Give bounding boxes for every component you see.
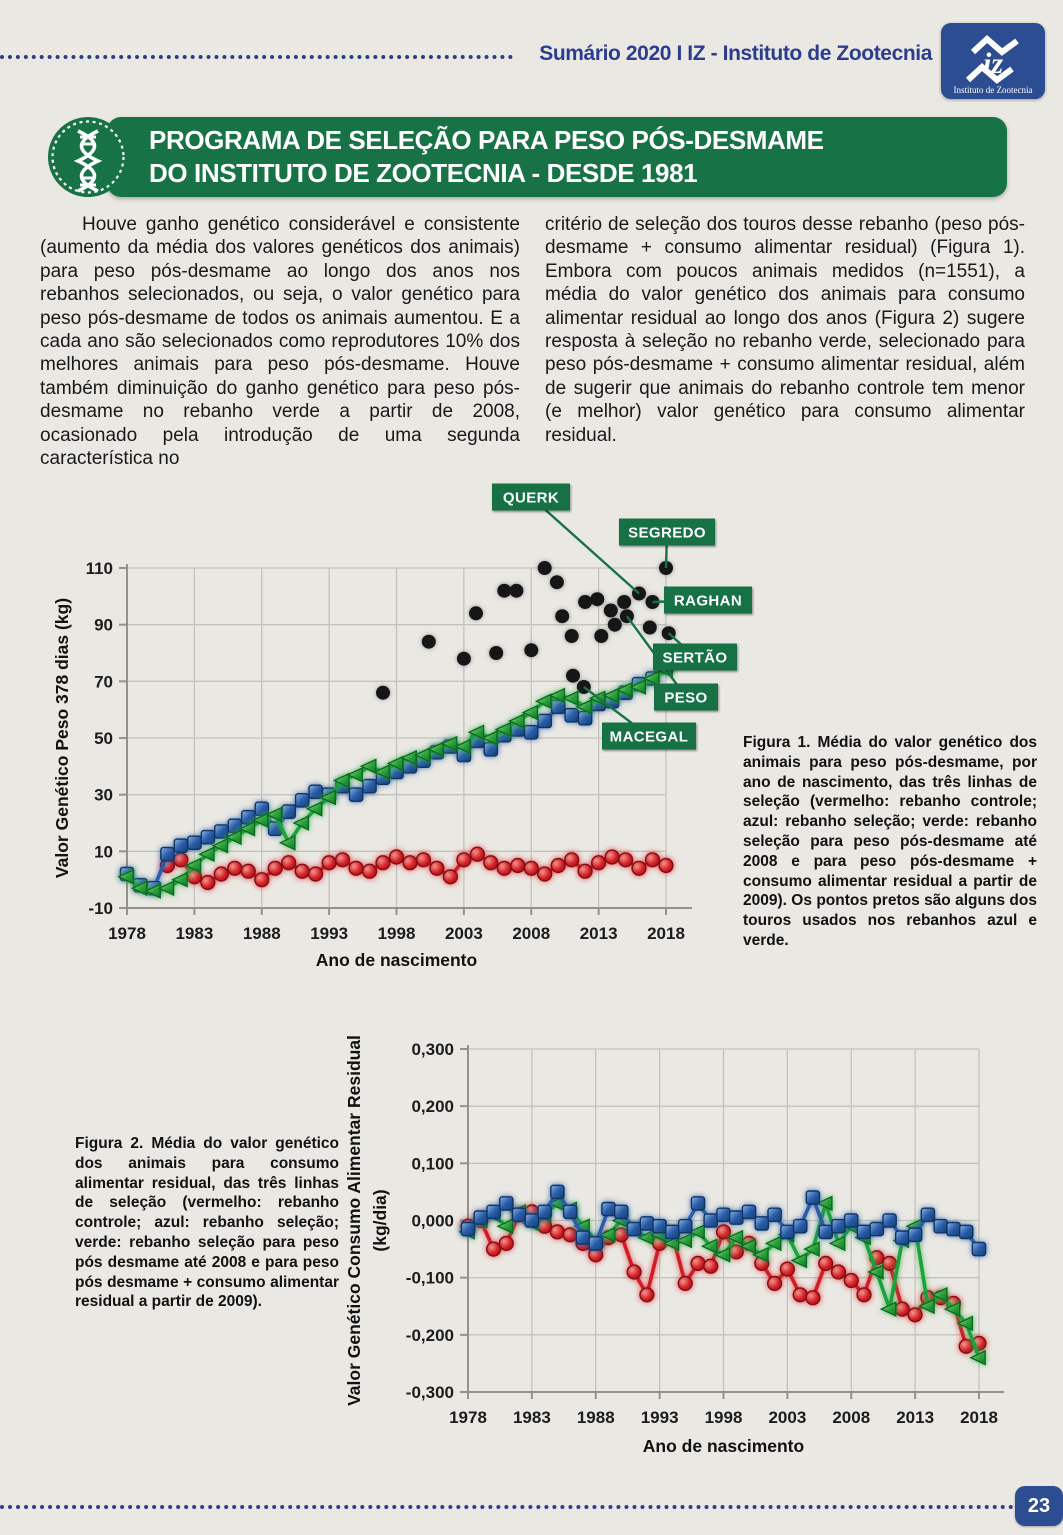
header-summary-text: Sumário 2020 I IZ - Instituto de Zootecnia: [539, 42, 932, 65]
svg-text:1993: 1993: [310, 924, 349, 943]
bull-label-segredo: [619, 519, 715, 546]
svg-text:Valor Genético Consumo Aliment: Valor Genético Consumo Alimentar Residual: [344, 1035, 364, 1406]
bull-label-sertão: [653, 644, 737, 671]
svg-text:1993: 1993: [640, 1408, 679, 1427]
figure1-chart: [40, 470, 760, 985]
bull-label-macegal: [602, 723, 696, 750]
svg-text:110: 110: [85, 559, 113, 578]
svg-text:2003: 2003: [444, 924, 483, 943]
svg-text:0,000: 0,000: [411, 1211, 454, 1231]
svg-text:QUERK: QUERK: [502, 489, 560, 507]
svg-text:0,300: 0,300: [411, 1040, 454, 1059]
svg-text:1983: 1983: [175, 924, 214, 943]
svg-text:10: 10: [94, 842, 113, 862]
svg-text:SERTÃO: SERTÃO: [662, 649, 728, 667]
bull-dots: [376, 561, 676, 700]
svg-text:PESO: PESO: [664, 689, 708, 707]
page-title: [149, 124, 824, 190]
svg-text:1998: 1998: [704, 1408, 743, 1427]
svg-text:2013: 2013: [579, 924, 618, 943]
svg-text:Ano de nascimento: Ano de nascimento: [315, 950, 478, 970]
svg-text:2013: 2013: [896, 1408, 935, 1427]
bull-label-querk: [492, 484, 570, 511]
article-right-column: [545, 213, 1025, 470]
page-number-badge: 23: [1015, 1486, 1063, 1526]
svg-text:1978: 1978: [108, 924, 146, 943]
svg-text:1998: 1998: [377, 924, 416, 943]
figure1-caption: Figura 1. Média do valor genético dos animais para peso pós-desmame, por ano de nascimento, das três linhas de seleção (vermelho: rebanho controle; azul: rebanho seleção; verde: rebanho seleção para peso pós-desmame até 2008 e para peso pós-desmame + consumo alimentar residual a partir de 2009). Os pontos pretos são alguns dos touros usados nos rebanhos azul e verde.: [743, 734, 1037, 949]
svg-text:0,100: 0,100: [411, 1154, 454, 1174]
svg-text:2018: 2018: [647, 924, 685, 943]
iz-logo: [941, 23, 1045, 99]
svg-text:70: 70: [94, 672, 113, 692]
svg-text:2003: 2003: [768, 1408, 807, 1427]
svg-text:-0,100: -0,100: [405, 1268, 454, 1288]
svg-text:RAGHAN: RAGHAN: [673, 592, 743, 610]
article-body: [40, 213, 1026, 470]
svg-text:1988: 1988: [576, 1408, 615, 1427]
title-banner: [107, 117, 1007, 197]
iz-logo-icon: [941, 23, 1045, 99]
svg-text:1983: 1983: [512, 1408, 551, 1427]
page-title-line2: DO INSTITUTO DE ZOOTECNIA - DESDE 1981: [149, 158, 698, 188]
svg-text:0,200: 0,200: [411, 1097, 454, 1117]
svg-text:Valor Genético Peso 378 dias (: Valor Genético Peso 378 dias (kg): [52, 597, 72, 879]
dna-icon: [46, 115, 130, 199]
page-title-line1: PROGRAMA DE SELEÇÃO PARA PESO PÓS-DESMAME: [149, 125, 824, 155]
svg-text:-0,200: -0,200: [405, 1325, 454, 1345]
figure2-chart: [340, 1035, 1040, 1480]
logo-monogram: iz: [982, 47, 1004, 80]
svg-text:Ano de nascimento: Ano de nascimento: [642, 1436, 805, 1456]
svg-text:30: 30: [94, 785, 113, 805]
axes: [86, 559, 692, 943]
svg-text:SEGREDO: SEGREDO: [628, 524, 706, 542]
svg-text:-0,300: -0,300: [405, 1383, 454, 1402]
svg-text:1978: 1978: [449, 1408, 487, 1427]
footer-dotted-rule: [0, 1505, 1014, 1509]
svg-text:-10: -10: [88, 899, 113, 918]
series-controle: [161, 847, 673, 889]
svg-text:MACEGAL: MACEGAL: [609, 728, 689, 746]
paragraph: Houve ganho genético considerável e consistente (aumento da média dos valores genéticos dos animais) para peso pós-desmame ao longo dos anos nos rebanhos selecionados, ou seja, o valor genético para peso pós-desmame de todos os animais aumentou. E a cada ano são selecionados como reprodutores 10% dos melhores animais para peso pós-desmame. Houve também diminuição do ganho genético para peso pós-desmame no rebanho verde a partir de 2008, ocasionado pela introdução de uma segunda característica no: [40, 214, 520, 470]
svg-text:1988: 1988: [242, 924, 281, 943]
svg-text:2018: 2018: [960, 1408, 998, 1427]
bull-label-raghan: [664, 587, 752, 614]
paragraph: critério de seleção dos touros desse rebanho (peso pós-desmame + consumo alimentar residual) (Figura 1). Embora com poucos animais medidos (n=1551), a média do valor genético dos animais para consumo alimentar residual ao longo dos anos (Figura 2) sugere resposta à seleção no rebanho verde, selecionado para peso pós-desmame + consumo alimentar residual, além de sugerir que animais do rebanho controle tem menor (e melhor) valor genético para consumo alimentar residual.: [545, 214, 1025, 446]
figure2-caption: Figura 2. Média do valor genético dos animais para consumo alimentar residual, das três linhas de seleção (vermelho: rebanho controle; azul: rebanho seleção; verde: rebanho seleção para peso pós desmame até 2008 e para peso pós desmame + consumo alimentar residual a partir de 2009).: [75, 1135, 339, 1311]
svg-text:(kg/dia): (kg/dia): [370, 1189, 390, 1252]
svg-text:2008: 2008: [832, 1408, 871, 1427]
article-left-column: [40, 213, 520, 470]
svg-text:2008: 2008: [512, 924, 551, 943]
bull-label-peso: [654, 684, 718, 711]
logo-caption: Instituto de Zootecnia: [953, 85, 1033, 95]
svg-text:50: 50: [94, 729, 113, 748]
svg-text:90: 90: [94, 615, 113, 635]
